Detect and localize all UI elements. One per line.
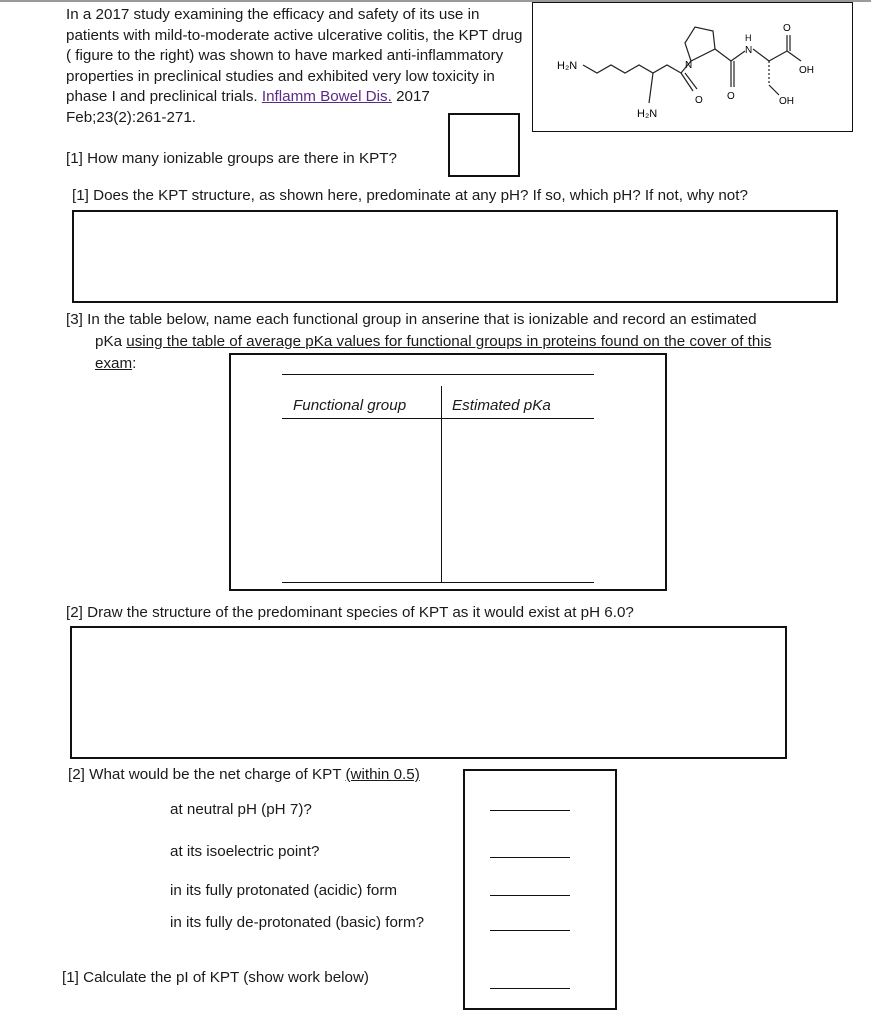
question-predominate-ph: [1] Does the KPT structure, as shown here, predominate at any pH? If so, which pH? If not, why not? <box>72 187 748 204</box>
line3-underlined: exam <box>95 355 133 372</box>
line2-underlined: using the table of average pKa values for functional groups in proteins found on the cover of this <box>126 333 772 350</box>
threonine-bond <box>753 49 769 61</box>
journal-link[interactable]: Inflamm Bowel Dis. <box>261 88 392 106</box>
net-charge-item-protonated: in its fully protonated (acidic) form <box>170 882 398 899</box>
net-charge-item-isoelectric: at its isoelectric point? <box>170 843 320 860</box>
ring-n-label: N <box>685 60 693 71</box>
oh1-label: OH <box>799 65 814 76</box>
intro-text: In a 2017 study examining the efficacy and safety of its use in patients with mild-to-moderate active ulcerative colitis, the KPT drug ( figure to the right) was shown to have marked anti-inflammatory properties in preclinical studies and exhibited very low toxicity in phase I and preclinical trials. <box>66 6 523 106</box>
net-charge-item-deprotonated: in its fully de-protonated (basic) form? <box>170 914 425 931</box>
table-bottom-rule <box>282 582 594 583</box>
net-charge-prefix: [2] What would be the net charge of KPT <box>68 766 346 783</box>
blank-protonated[interactable] <box>490 895 570 896</box>
proline-alpha-bond <box>715 49 731 61</box>
answer-box-predominate-ph[interactable] <box>72 210 838 303</box>
citation-text: 2017 Feb;23(2):261-271. <box>66 88 430 126</box>
answer-box-ionizable-groups[interactable] <box>448 113 520 177</box>
amine-top-label: H₂N <box>557 60 578 72</box>
blank-deprotonated[interactable] <box>490 930 570 931</box>
amide-h-label: H <box>745 33 752 43</box>
question-ionizable-groups: [1] How many ionizable groups are there in KPT? <box>66 150 397 167</box>
question-functional-groups-line2 <box>95 333 771 350</box>
net-charge-answer-box <box>463 769 617 1010</box>
question-net-charge <box>68 766 420 783</box>
question-draw-structure: [2] Draw the structure of the predominant species of KPT as it would exist at pH 6.0? <box>66 604 634 621</box>
alpha-amine-bond <box>649 73 653 103</box>
o3-label: O <box>783 23 791 34</box>
table-header-estimated-pka: Estimated pKa <box>452 397 551 414</box>
table-column-divider <box>441 386 442 582</box>
proline-ring <box>685 27 715 61</box>
question-calculate-pi: [1] Calculate the pI of KPT (show work below) <box>62 969 369 986</box>
blank-isoelectric[interactable] <box>490 857 570 858</box>
table-top-rule <box>282 374 594 375</box>
o2-label: O <box>727 91 735 102</box>
question-functional-groups-line1: [3] In the table below, name each functional group in anserine that is ionizable and record an estimated <box>66 311 757 328</box>
table-cell-functional-group[interactable] <box>284 420 440 580</box>
kpt-structure-drawing <box>533 3 851 130</box>
amide-n-label: N <box>745 45 753 56</box>
table-header-rule <box>282 418 594 419</box>
intro-paragraph <box>66 5 526 129</box>
lysine-chain-bond <box>583 65 681 73</box>
net-charge-tolerance: (within 0.5) <box>345 766 420 783</box>
blank-neutral[interactable] <box>490 810 570 811</box>
kpt-structure-figure <box>532 2 853 132</box>
line3-tail: : <box>132 355 137 372</box>
o1-label: O <box>695 95 703 106</box>
blank-pi[interactable] <box>490 988 570 989</box>
oh2-label: OH <box>779 96 794 107</box>
question-functional-groups-line3 <box>95 355 136 372</box>
net-charge-item-neutral: at neutral pH (pH 7)? <box>170 801 312 818</box>
table-header-functional-group: Functional group <box>293 397 407 414</box>
amine-bottom-label: H₂N <box>637 108 658 120</box>
table-cell-estimated-pka[interactable] <box>443 420 593 580</box>
answer-box-draw-structure[interactable] <box>70 626 787 759</box>
line2-plain: pKa <box>95 333 127 350</box>
